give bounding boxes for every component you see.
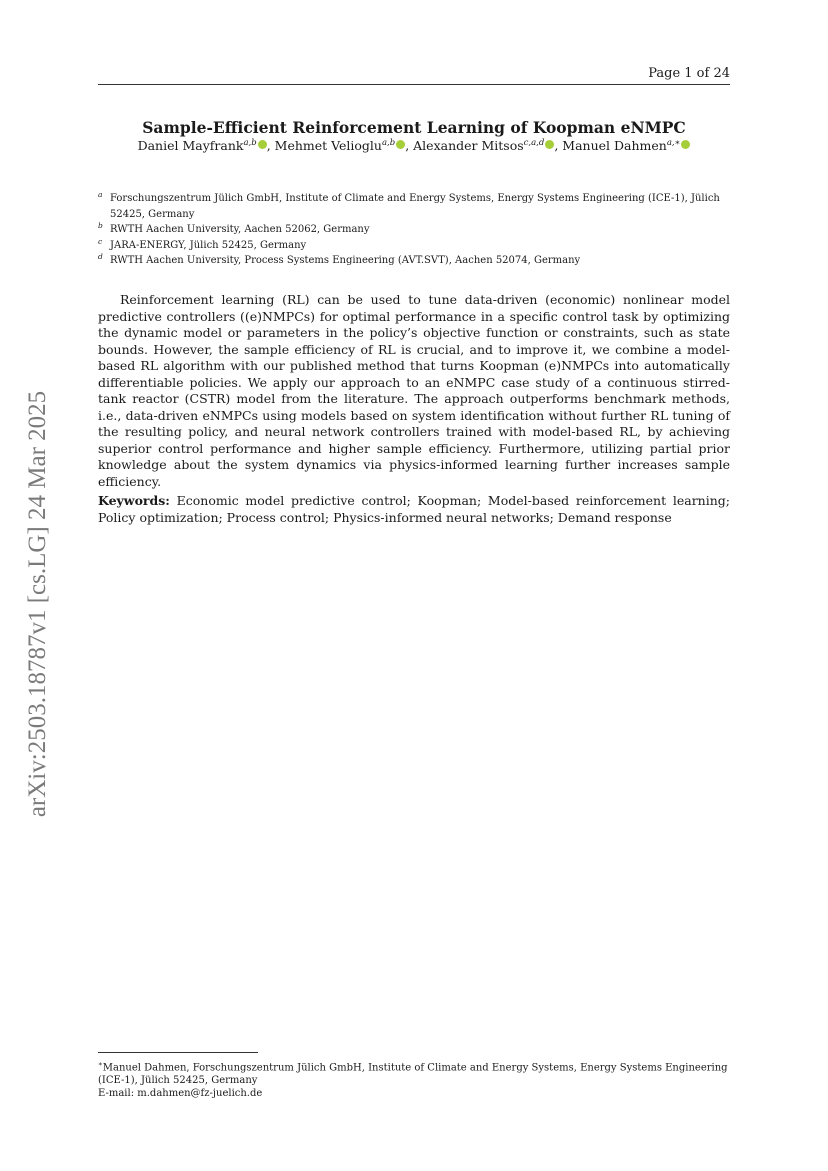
author-affiliation-marks: a,b [381,138,396,148]
author-affiliation-marks: a,∗ [666,138,681,148]
author-name: Manuel Dahmen [562,138,667,154]
author-name: Daniel Mayfrank [137,138,244,154]
author-affiliation-marks: c,a,d [523,138,545,148]
orcid-icon[interactable] [258,140,267,149]
abstract: Reinforcement learning (RL) can be used to tune data-driven (economic) nonlinear model predictive controllers ((e)NMPCs) for optimal performance in a specific control task by optimizing the dynamic model or parameters in the policy’s objective function or constraints, such as state bounds. However, the sample efficiency of RL is crucial, and to improve it, we combine a model-based RL algorithm with our published method that turns Koopman (e)NMPCs into automatically differentiable policies. We apply our approach to an eNMPC case study of a continuous stirred-tank reactor (CSTR) model from the literature. The approach outperforms benchmark methods, i.e., data-driven eNMPCs using models based on system identification without further RL tuning of the resulting policy, and neural network controllers trained with model-based RL, by achieving superior control performance and higher sample efficiency. Furthermore, utilizing partial prior knowledge about the system dynamics via physics-informed learning further increases sample efficiency. [98,292,730,489]
author-list [98,138,730,153]
footnote-affiliation [98,1058,730,1087]
page-number: Page 1 of 24 [648,66,730,81]
footnote-text: Manuel Dahmen, Forschungszentrum Jülich GmbH, Institute of Climate and Energy Systems, Energy Systems Engineering (ICE-1), Jülich 52425, Germany [98,1062,728,1087]
affiliation-text: RWTH Aachen University, Aachen 52062, Germany [110,224,370,235]
affiliation-text: Forschungszentrum Jülich GmbH, Institute of Climate and Energy Systems, Energy Systems Engineering (ICE-1), Jülich 52425, Germany [110,193,720,220]
paper-title: Sample-Efficient Reinforcement Learning of Koopman eNMPC [142,118,686,137]
author-name: Mehmet Velioglu [274,138,382,154]
orcid-icon[interactable] [545,140,554,149]
orcid-icon[interactable] [396,140,405,149]
author[interactable] [413,138,554,153]
author[interactable] [138,138,267,153]
keywords [98,493,730,526]
author-affiliation-marks: a,b [243,138,257,148]
author-separator: , [405,138,414,154]
author-separator: , [554,138,563,154]
affiliation [98,238,730,254]
keywords-text: Economic model predictive control; Koopman; Model-based reinforcement learning; Policy optimization; Process control; Physics-informed neural networks; Demand response [98,493,730,525]
author-separator: , [266,138,275,154]
affiliation [98,222,730,238]
orcid-icon[interactable] [681,140,690,149]
author-name: Alexander Mitsos [413,138,524,154]
arxiv-stamp[interactable]: arXiv:2503.18787v1 [cs.LG] 24 Mar 2025 [24,390,51,818]
header-rule [98,84,730,85]
affiliation-mark: d [98,252,103,261]
affiliation-text: JARA-ENERGY, Jülich 52425, Germany [110,239,307,251]
affiliation-text: RWTH Aachen University, Process Systems Engineering (AVT.SVT), Aachen 52074, Germany [110,255,581,266]
affiliation [98,253,730,269]
affiliation-list [98,191,730,269]
affiliation-mark: b [98,221,103,230]
footnote-mark: ∗ [98,1060,103,1068]
affiliation [98,191,730,222]
keywords-label: Keywords: [98,493,170,508]
affiliation-mark: c [98,236,103,246]
footnote-rule [98,1052,258,1053]
author[interactable] [275,138,406,153]
affiliation-mark: a [98,190,103,199]
author[interactable] [562,138,690,153]
footnote-email[interactable]: E-mail: m.dahmen@fz-juelich.de [98,1088,263,1100]
footnote [98,1058,730,1100]
